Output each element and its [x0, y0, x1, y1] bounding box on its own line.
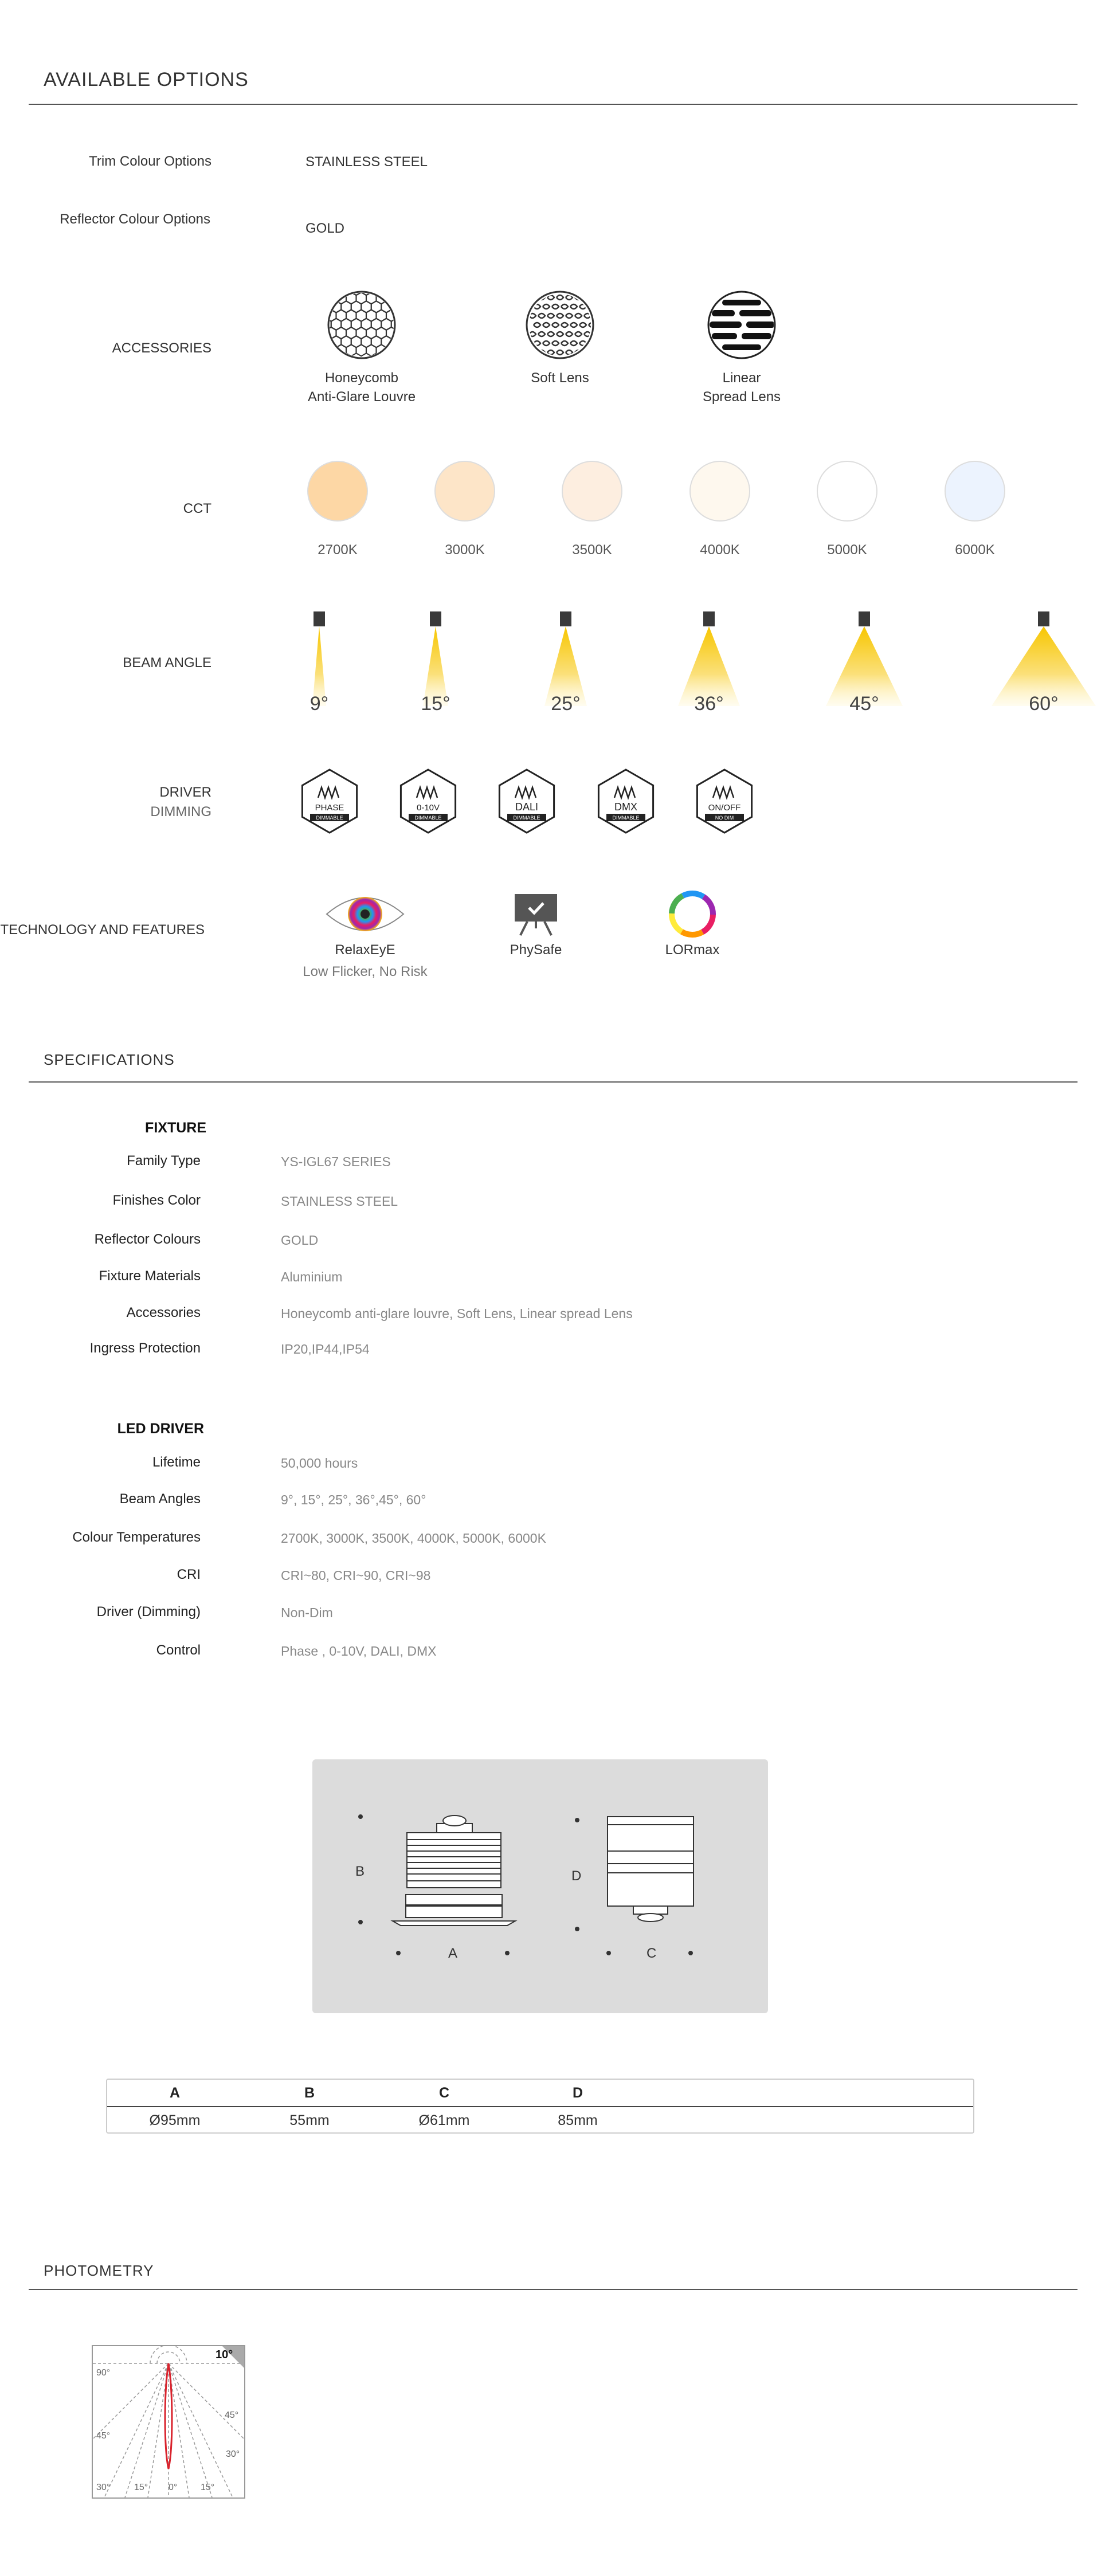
spec-key: Finishes Color	[112, 1193, 201, 1208]
beam-label-25: 25°	[551, 693, 581, 715]
driver-tag-label: DIMMABLE	[316, 815, 343, 821]
spec-key: Control	[156, 1642, 201, 1658]
driver-main-label: 0-10V	[416, 803, 440, 813]
driver-main-label: ON/OFF	[708, 803, 741, 813]
technology-label: TECHNOLOGY AND FEATURES	[0, 922, 205, 938]
cct-swatch-6000k: 6000K	[935, 461, 1015, 558]
angle-label: 90°	[96, 2368, 111, 2378]
tech-lormax: LORmax	[606, 888, 778, 958]
dimension-label-b: B	[355, 1864, 365, 1879]
driver-dali-icon	[499, 770, 554, 833]
accessories-label: ACCESSORIES	[112, 340, 211, 356]
driver-tag-label: DIMMABLE	[612, 815, 640, 821]
spec-key: Lifetime	[152, 1454, 201, 1470]
specifications-title: SPECIFICATIONS	[44, 1051, 175, 1068]
photometric-diagram	[92, 2345, 245, 2499]
cct-swatch-3500k: 3500K	[552, 461, 632, 558]
angle-label: 15°	[134, 2483, 148, 2492]
beam-15-icon	[423, 611, 448, 706]
driver-tag-label: DIMMABLE	[513, 815, 540, 821]
driver-main-label: PHASE	[315, 803, 344, 813]
driver-main-label: DALI	[515, 801, 539, 813]
spec-key: Accessories	[126, 1305, 201, 1320]
cct-swatch-3000k: 3000K	[425, 461, 505, 558]
photometry-title: PHOTOMETRY	[44, 2262, 154, 2279]
eye-icon	[322, 888, 408, 940]
spec-value: STAINLESS STEEL	[281, 1194, 398, 1209]
dimension-diagram	[312, 1759, 768, 2013]
reflector-colour-value: GOLD	[305, 221, 345, 236]
section-divider	[29, 2289, 1078, 2290]
spec-value: 9°, 15°, 25°, 36°,45°, 60°	[281, 1492, 426, 1507]
driver-010v-icon	[401, 770, 455, 833]
table-cell: 85mm	[558, 2112, 598, 2128]
angle-label: 30°	[226, 2449, 240, 2459]
driver-onoff-icon	[697, 770, 751, 833]
spec-value: Phase , 0-10V, DALI, DMX	[281, 1644, 437, 1658]
driver-label: DRIVER	[159, 785, 211, 800]
spec-value: Honeycomb anti-glare louvre, Soft Lens, Linear spread Lens	[281, 1306, 633, 1321]
cct-swatch-5000k: 5000K	[807, 461, 887, 558]
dimension-table	[106, 2079, 974, 2134]
angle-label: 30°	[96, 2483, 111, 2492]
dimension-label-a: A	[448, 1946, 458, 1961]
accessory-soft-lens: Soft Lens	[485, 289, 634, 387]
spec-key: Driver (Dimming)	[96, 1604, 201, 1620]
spec-value: CRI~80, CRI~90, CRI~98	[281, 1568, 431, 1583]
available-options-title: AVAILABLE OPTIONS	[44, 69, 249, 91]
spec-value: Aluminium	[281, 1269, 343, 1284]
beam-label-60: 60°	[1029, 693, 1059, 715]
spec-value: 2700K, 3000K, 3500K, 4000K, 5000K, 6000K	[281, 1531, 546, 1546]
table-cell: Ø61mm	[418, 2112, 470, 2128]
beam-label-9: 9°	[309, 693, 329, 715]
driver-main-label: DMX	[614, 801, 637, 813]
fixture-drawing	[312, 1759, 768, 2013]
angle-label: 45°	[96, 2431, 111, 2441]
trim-colour-label: Trim Colour Options	[89, 154, 211, 169]
angle-label: 15°	[201, 2483, 215, 2492]
trim-colour-value: STAINLESS STEEL	[305, 154, 428, 170]
spec-key: Ingress Protection	[89, 1340, 201, 1356]
spec-value: IP20,IP44,IP54	[281, 1342, 370, 1356]
cct-swatch-2700k: 2700K	[297, 461, 378, 558]
linear-lens-icon	[706, 289, 777, 360]
dimension-label-c: C	[647, 1946, 657, 1961]
cct-swatch-4000k: 4000K	[680, 461, 760, 558]
spec-key: Reflector Colours	[94, 1232, 201, 1247]
spec-key: Colour Temperatures	[72, 1530, 201, 1545]
reflector-colour-label: Reflector Colour Options	[60, 211, 210, 227]
angle-label: 0°	[169, 2483, 178, 2492]
tech-relaxeye: RelaxEyE Low Flicker, No Risk	[279, 888, 451, 980]
beam-label-45: 45°	[849, 693, 879, 715]
dimension-label-d: D	[571, 1868, 582, 1884]
table-header-cell: D	[572, 2085, 583, 2101]
section-divider	[29, 1081, 1078, 1083]
beam-9-icon	[312, 611, 326, 706]
spec-key: CRI	[177, 1567, 201, 1582]
table-cell: Ø95mm	[149, 2112, 201, 2128]
led-driver-heading: LED DRIVER	[117, 1421, 204, 1437]
accessory-honeycomb: Honeycomb Anti-Glare Louvre	[287, 289, 436, 406]
tech-physafe: PhySafe	[450, 892, 622, 958]
dimension-table-header	[107, 2080, 973, 2107]
table-header-cell: B	[304, 2085, 315, 2101]
color-ring-icon	[664, 888, 721, 940]
honeycomb-icon	[326, 289, 397, 360]
beam-25-icon	[544, 611, 587, 706]
spec-value: YS-IGL67 SERIES	[281, 1154, 391, 1169]
angle-label: 45°	[225, 2410, 239, 2420]
spec-value: 50,000 hours	[281, 1456, 358, 1471]
polar-plot	[93, 2346, 244, 2497]
cct-label: CCT	[183, 501, 211, 516]
beam-angle-label: BEAM ANGLE	[123, 655, 211, 671]
beam-60-icon	[992, 611, 1096, 706]
spec-key: Beam Angles	[119, 1491, 201, 1507]
section-divider	[29, 104, 1078, 105]
beam-45-icon	[826, 611, 903, 706]
driver-phase-icon	[302, 770, 356, 833]
beam-badge: 10°	[216, 2348, 233, 2361]
beam-36-icon	[678, 611, 740, 706]
spec-key: Fixture Materials	[99, 1268, 201, 1284]
beam-label-36: 36°	[694, 693, 724, 715]
driver-dmx-icon	[598, 770, 653, 833]
table-header-cell: C	[438, 2085, 450, 2101]
driver-icons	[298, 766, 757, 840]
physafe-icon	[510, 892, 562, 938]
spec-key: Family Type	[127, 1153, 201, 1169]
driver-tag-label: NO DIM	[715, 815, 734, 821]
spec-value: Non-Dim	[281, 1605, 333, 1620]
table-cell: 55mm	[289, 2112, 330, 2128]
table-header-cell: A	[169, 2085, 181, 2101]
spec-value: GOLD	[281, 1233, 319, 1248]
driver-tag-label: DIMMABLE	[414, 815, 442, 821]
fixture-heading: FIXTURE	[145, 1120, 206, 1136]
soft-lens-icon	[524, 289, 595, 360]
table-row	[107, 2107, 973, 2134]
accessory-linear-lens: Linear Spread Lens	[667, 289, 816, 406]
beam-label-15: 15°	[421, 693, 450, 715]
dimming-label: DIMMING	[150, 804, 211, 820]
